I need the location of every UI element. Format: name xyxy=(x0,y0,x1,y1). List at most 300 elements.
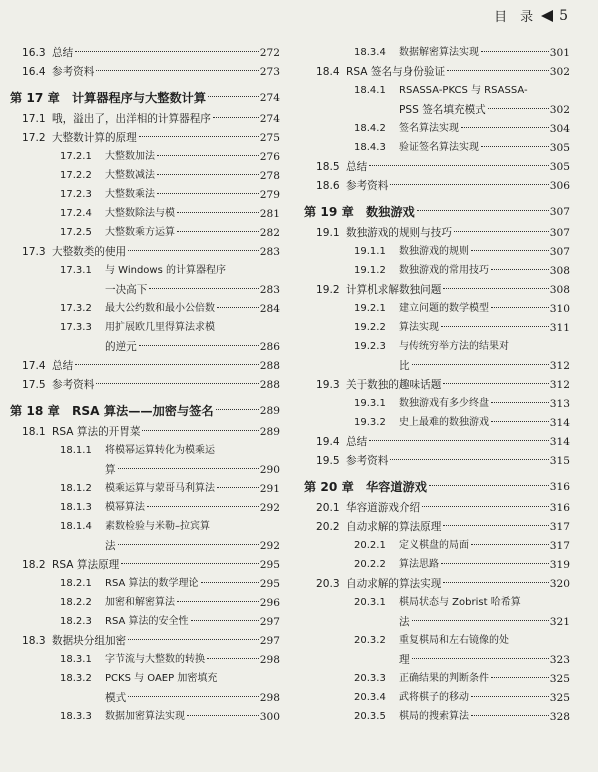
entry-number: 18.5 xyxy=(316,160,340,173)
entry-page-number: 288 xyxy=(259,378,280,391)
entry-page-number: 320 xyxy=(549,577,570,590)
dot-leader xyxy=(96,383,258,384)
entry-title: 建立问题的数学模型 xyxy=(399,302,489,314)
entry-title: 大整数减法 xyxy=(105,169,155,181)
entry-title: 法 xyxy=(399,615,410,628)
entry-number: 20.2.1 xyxy=(354,539,386,551)
dot-leader xyxy=(471,715,549,716)
toc-entry[interactable] xyxy=(304,299,570,318)
entry-page-number: 298 xyxy=(259,653,280,666)
entry-page-number: 328 xyxy=(549,710,570,723)
entry-title: 数据解密算法实现 xyxy=(399,46,479,58)
toc-entry[interactable] xyxy=(10,43,280,62)
entry-title: 模幂算法 xyxy=(105,501,145,513)
entry-page-number: 289 xyxy=(259,425,280,438)
entry-number: 18.1.1 xyxy=(60,444,92,456)
entry-number: 17.4 xyxy=(22,359,46,372)
dot-leader xyxy=(177,231,259,232)
entry-page-number: 307 xyxy=(549,245,570,258)
entry-title: 总结 xyxy=(346,435,368,448)
entry-title: RSA 算法原理 xyxy=(52,558,120,571)
entry-number: 19.3.1 xyxy=(354,397,386,409)
entry-title: 算法实现 xyxy=(399,321,439,333)
entry-number: 18.2 xyxy=(22,558,46,571)
entry-number: 17.3.2 xyxy=(60,302,92,314)
header-page-number: 5 xyxy=(559,7,568,24)
entry-number: 17.2.2 xyxy=(60,169,92,181)
toc-right-column xyxy=(304,43,570,726)
entry-page-number: 302 xyxy=(549,65,570,78)
toc-entry[interactable] xyxy=(304,138,570,157)
entry-title: 大整数乘法 xyxy=(105,188,155,200)
entry-title: 计算机求解数独问题 xyxy=(346,283,442,296)
dot-leader xyxy=(422,506,549,507)
dot-leader xyxy=(443,582,548,583)
entry-number: 19.1.1 xyxy=(354,245,386,257)
entry-page-number: 276 xyxy=(259,150,280,163)
entry-number: 18.1.3 xyxy=(60,501,92,513)
entry-title: 字节流与大整数的转换 xyxy=(105,653,205,665)
toc-entry[interactable] xyxy=(304,43,570,62)
entry-page-number: 319 xyxy=(549,558,570,571)
entry-number: 17.2.3 xyxy=(60,188,92,200)
entry-number: 18.4.1 xyxy=(354,84,386,96)
entry-page-number: 316 xyxy=(549,501,570,514)
dot-leader xyxy=(201,582,259,583)
entry-page-number: 297 xyxy=(259,615,280,628)
entry-title: 棋局的搜索算法 xyxy=(399,710,469,722)
entry-title: 将模幂运算转化为模乘运 xyxy=(105,444,215,456)
dot-leader xyxy=(187,715,259,716)
entry-page-number: 300 xyxy=(259,710,280,723)
entry-page-number: 308 xyxy=(549,283,570,296)
dot-leader xyxy=(471,544,549,545)
entry-page-number: 292 xyxy=(259,501,280,514)
toc-entry[interactable] xyxy=(10,375,280,394)
entry-title: 大整数乘方运算 xyxy=(105,226,175,238)
entry-page-number: 314 xyxy=(549,435,570,448)
toc-entry[interactable] xyxy=(304,517,570,536)
entry-title: 模乘运算与蒙哥马利算法 xyxy=(105,482,215,494)
entry-page-number: 290 xyxy=(259,463,280,476)
entry-title: 数独游戏 xyxy=(366,205,415,219)
entry-page-number: 307 xyxy=(549,226,570,239)
entry-page-number: 301 xyxy=(549,46,570,59)
toc-left-column xyxy=(10,43,280,726)
entry-page-number: 325 xyxy=(549,691,570,704)
entry-page-number: 312 xyxy=(549,378,570,391)
entry-page-number: 279 xyxy=(259,188,280,201)
dot-leader xyxy=(461,127,549,128)
entry-title: 史上最难的数独游戏 xyxy=(399,416,489,428)
entry-page-number: 314 xyxy=(549,416,570,429)
entry-page-number: 298 xyxy=(259,691,280,704)
entry-page-number: 281 xyxy=(259,207,280,220)
entry-page-number: 312 xyxy=(549,359,570,372)
dot-leader xyxy=(491,307,549,308)
entry-title: PSS 签名填充模式 xyxy=(399,103,486,116)
entry-number: 20.3.1 xyxy=(354,596,386,608)
dot-leader xyxy=(142,430,258,431)
toc-entry[interactable] xyxy=(304,669,570,688)
entry-page-number: 275 xyxy=(259,131,280,144)
toc-entry[interactable] xyxy=(10,242,280,261)
entry-page-number: 296 xyxy=(259,596,280,609)
entry-page-number: 310 xyxy=(549,302,570,315)
toc-entry[interactable] xyxy=(304,318,570,337)
entry-title: 签名算法实现 xyxy=(399,122,459,134)
entry-title: 棋局状态与 Zobrist 哈希算 xyxy=(399,596,521,608)
entry-page-number: 284 xyxy=(259,302,280,315)
dot-leader xyxy=(471,696,549,697)
entry-number: 20.3.2 xyxy=(354,634,386,646)
toc-entry[interactable] xyxy=(304,593,570,612)
entry-number: 20.2.2 xyxy=(354,558,386,570)
entry-number: 17.3.3 xyxy=(60,321,92,333)
toc-entry[interactable] xyxy=(10,669,280,688)
entry-title: 总结 xyxy=(52,359,74,372)
toc-chapter-entry[interactable] xyxy=(10,87,280,109)
dot-leader xyxy=(390,184,548,185)
entry-page-number: 286 xyxy=(259,340,280,353)
entry-page-number: 323 xyxy=(549,653,570,666)
toc-entry[interactable] xyxy=(10,318,280,337)
entry-title: 大整数计算的原理 xyxy=(52,131,137,144)
dot-leader xyxy=(217,487,259,488)
toc-entry[interactable] xyxy=(304,375,570,394)
entry-page-number: 289 xyxy=(259,405,280,417)
dot-leader xyxy=(481,146,549,147)
entry-number: 17.2.5 xyxy=(60,226,92,238)
entry-title: 的逆元 xyxy=(105,340,137,353)
entry-page-number: 313 xyxy=(549,397,570,410)
entry-number: 19.3 xyxy=(316,378,340,391)
entry-number: 18.4.3 xyxy=(354,141,386,153)
entry-title: 参考资料 xyxy=(52,378,95,391)
dot-leader xyxy=(443,288,548,289)
entry-number: 19.4 xyxy=(316,435,340,448)
dot-leader xyxy=(491,402,549,403)
entry-number: 18.3 xyxy=(22,634,46,647)
entry-title: 总结 xyxy=(52,46,74,59)
toc-entry[interactable] xyxy=(10,517,280,536)
entry-title: RSA 算法的安全性 xyxy=(105,615,189,627)
entry-page-number: 291 xyxy=(259,482,280,495)
entry-page-number: 288 xyxy=(259,359,280,372)
toc-entry[interactable] xyxy=(304,119,570,138)
entry-number: 17.2 xyxy=(22,131,46,144)
dot-leader xyxy=(121,563,258,564)
dot-leader xyxy=(417,210,549,211)
toc-entry[interactable] xyxy=(10,185,280,204)
dot-leader xyxy=(412,364,549,365)
toc-entry[interactable] xyxy=(10,128,280,147)
entry-title: 数独游戏的规则 xyxy=(399,245,469,257)
entry-number: 18.3.3 xyxy=(60,710,92,722)
entry-title: 参考资料 xyxy=(346,454,389,467)
entry-title: 数据加密算法实现 xyxy=(105,710,185,722)
dot-leader xyxy=(147,506,259,507)
entry-page-number: 316 xyxy=(549,481,570,493)
dot-leader xyxy=(139,136,259,137)
entry-title: 加密和解密算法 xyxy=(105,596,175,608)
entry-number: 18.3.1 xyxy=(60,653,92,665)
entry-title: 关于数独的趣味话题 xyxy=(346,378,442,391)
toc-entry[interactable] xyxy=(10,223,280,242)
toc-entry[interactable] xyxy=(304,176,570,195)
dot-leader xyxy=(157,193,259,194)
entry-title: 数独游戏的规则与技巧 xyxy=(346,226,452,239)
entry-title: 数据块分组加密 xyxy=(52,634,127,647)
dot-leader xyxy=(447,70,549,71)
toc-entry[interactable] xyxy=(304,62,570,81)
dot-leader xyxy=(191,620,259,621)
toc-entry[interactable] xyxy=(304,280,570,299)
entry-title: RSA 算法的数学理论 xyxy=(105,577,199,589)
toc-entry-continuation[interactable] xyxy=(10,337,280,356)
dot-leader xyxy=(208,96,259,97)
entry-number: 第 17 章 xyxy=(10,91,60,105)
entry-page-number: 282 xyxy=(259,226,280,239)
entry-page-number: 292 xyxy=(259,539,280,552)
toc-entry-continuation[interactable] xyxy=(10,688,280,707)
header-label: 目 录 xyxy=(494,10,534,25)
dot-leader xyxy=(75,51,259,52)
entry-title: 大整数加法 xyxy=(105,150,155,162)
dot-leader xyxy=(369,440,549,441)
toc-entry[interactable] xyxy=(10,441,280,460)
toc-entry[interactable] xyxy=(304,631,570,650)
toc-entry[interactable] xyxy=(304,707,570,726)
toc-entry[interactable] xyxy=(10,498,280,517)
entry-title: 理 xyxy=(399,653,410,666)
entry-title: 比 xyxy=(399,359,410,372)
entry-title: 华容道游戏 xyxy=(366,480,427,494)
toc-entry[interactable] xyxy=(304,536,570,555)
toc-entry[interactable] xyxy=(10,612,280,631)
entry-title: 素数检验与米勒–拉宾算 xyxy=(105,520,210,532)
toc-entry[interactable] xyxy=(304,394,570,413)
entry-page-number: 295 xyxy=(259,577,280,590)
entry-title: 用扩展欧几里得算法求模 xyxy=(105,321,215,333)
entry-number: 19.1 xyxy=(316,226,340,239)
dot-leader xyxy=(213,117,259,118)
dot-leader xyxy=(118,544,259,545)
dot-leader xyxy=(157,155,259,156)
toc-entry[interactable] xyxy=(304,688,570,707)
entry-number: 19.5 xyxy=(316,454,340,467)
entry-number: 18.6 xyxy=(316,179,340,192)
entry-title: 大整数除法与模 xyxy=(105,207,175,219)
entry-number: 17.5 xyxy=(22,378,46,391)
entry-title: 验证签名算法实现 xyxy=(399,141,479,153)
entry-page-number: 306 xyxy=(549,179,570,192)
toc-chapter-entry[interactable] xyxy=(10,400,280,422)
entry-number: 16.3 xyxy=(22,46,46,59)
toc-entry[interactable] xyxy=(304,498,570,517)
triangle-marker-icon xyxy=(541,10,553,22)
entry-title: 自动求解的算法实现 xyxy=(346,577,442,590)
dot-leader xyxy=(369,165,549,166)
entry-title: 模式 xyxy=(105,691,127,704)
toc-entry-continuation[interactable] xyxy=(304,612,570,631)
toc-entry[interactable] xyxy=(304,451,570,470)
toc-entry[interactable] xyxy=(10,479,280,498)
dot-leader xyxy=(491,421,549,422)
entry-title: 数独游戏有多少终盘 xyxy=(399,397,489,409)
toc-entry[interactable] xyxy=(10,574,280,593)
dot-leader xyxy=(491,269,549,270)
entry-page-number: 283 xyxy=(259,283,280,296)
entry-number: 19.2.1 xyxy=(354,302,386,314)
toc-entry[interactable] xyxy=(10,555,280,574)
entry-title: 武将棋子的移动 xyxy=(399,691,469,703)
entry-number: 18.3.2 xyxy=(60,672,92,684)
toc-entry[interactable] xyxy=(10,650,280,669)
entry-number: 20.1 xyxy=(316,501,340,514)
entry-number: 18.1 xyxy=(22,425,46,438)
toc-entry[interactable] xyxy=(304,81,570,100)
toc-entry[interactable] xyxy=(304,574,570,593)
dot-leader xyxy=(149,288,258,289)
entry-number: 20.3.3 xyxy=(354,672,386,684)
dot-leader xyxy=(488,108,549,109)
toc-entry-continuation[interactable] xyxy=(304,356,570,375)
entry-title: 算 xyxy=(105,463,116,476)
entry-title: 与 Windows 的计算器程序 xyxy=(105,264,226,276)
entry-title: RSASSA-PKCS 与 RSASSA- xyxy=(399,84,528,96)
entry-number: 18.2.3 xyxy=(60,615,92,627)
dot-leader xyxy=(471,250,549,251)
entry-title: PCKS 与 OAEP 加密填充 xyxy=(105,672,218,684)
entry-number: 20.2 xyxy=(316,520,340,533)
entry-page-number: 304 xyxy=(549,122,570,135)
toc-entry[interactable] xyxy=(304,555,570,574)
dot-leader xyxy=(390,459,548,460)
entry-page-number: 311 xyxy=(549,321,570,334)
entry-page-number: 274 xyxy=(259,92,280,104)
entry-number: 18.3.4 xyxy=(354,46,386,58)
dot-leader xyxy=(412,658,549,659)
entry-title: 参考资料 xyxy=(346,179,389,192)
entry-page-number: 305 xyxy=(549,141,570,154)
entry-title: 数独游戏的常用技巧 xyxy=(399,264,489,276)
toc-entry[interactable] xyxy=(304,223,570,242)
entry-number: 17.3 xyxy=(22,245,46,258)
entry-page-number: 302 xyxy=(549,103,570,116)
toc-entry[interactable] xyxy=(304,432,570,451)
toc-entry[interactable] xyxy=(304,242,570,261)
entry-page-number: 317 xyxy=(549,539,570,552)
dot-leader xyxy=(177,601,259,602)
toc-entry-continuation[interactable] xyxy=(10,280,280,299)
entry-title: 自动求解的算法原理 xyxy=(346,520,442,533)
toc-entry[interactable] xyxy=(10,356,280,375)
entry-page-number: 308 xyxy=(549,264,570,277)
entry-number: 20.3.4 xyxy=(354,691,386,703)
entry-page-number: 305 xyxy=(549,160,570,173)
dot-leader xyxy=(429,485,549,486)
toc-entry-continuation[interactable] xyxy=(304,650,570,669)
running-header xyxy=(494,6,568,25)
entry-number: 19.1.2 xyxy=(354,264,386,276)
entry-number: 18.2.1 xyxy=(60,577,92,589)
toc-entry-continuation[interactable] xyxy=(10,460,280,479)
entry-title: 与传统穷举方法的结果对 xyxy=(399,340,509,352)
entry-title: RSA 签名与身份验证 xyxy=(346,65,446,78)
entry-title: 算法思路 xyxy=(399,558,439,570)
toc-entry[interactable] xyxy=(10,422,280,441)
entry-number: 18.1.4 xyxy=(60,520,92,532)
toc-chapter-entry[interactable] xyxy=(304,476,570,498)
entry-number: 16.4 xyxy=(22,65,46,78)
entry-title: RSA 算法的开胃菜 xyxy=(52,425,141,438)
toc-entry[interactable] xyxy=(304,157,570,176)
entry-page-number: 295 xyxy=(259,558,280,571)
dot-leader xyxy=(443,525,548,526)
toc-entry[interactable] xyxy=(10,147,280,166)
dot-leader xyxy=(177,212,259,213)
entry-page-number: 297 xyxy=(259,634,280,647)
toc-entry-continuation[interactable] xyxy=(304,100,570,119)
dot-leader xyxy=(443,383,548,384)
dot-leader xyxy=(491,677,549,678)
entry-page-number: 321 xyxy=(549,615,570,628)
entry-number: 17.3.1 xyxy=(60,264,92,276)
dot-leader xyxy=(128,639,259,640)
entry-title: 法 xyxy=(105,539,116,552)
toc-entry[interactable] xyxy=(10,707,280,726)
toc-entry[interactable] xyxy=(10,166,280,185)
entry-page-number: 325 xyxy=(549,672,570,685)
entry-number: 18.4.2 xyxy=(354,122,386,134)
toc-entry[interactable] xyxy=(10,109,280,128)
entry-number: 19.2.3 xyxy=(354,340,386,352)
toc-entry[interactable] xyxy=(304,261,570,280)
entry-number: 19.2 xyxy=(316,283,340,296)
entry-title: 一决高下 xyxy=(105,283,148,296)
toc-chapter-entry[interactable] xyxy=(304,201,570,223)
entry-number: 20.3.5 xyxy=(354,710,386,722)
toc-entry[interactable] xyxy=(304,413,570,432)
toc-entry[interactable] xyxy=(10,204,280,223)
entry-page-number: 317 xyxy=(549,520,570,533)
dot-leader xyxy=(481,51,549,52)
entry-number: 18.4 xyxy=(316,65,340,78)
toc-entry[interactable] xyxy=(10,62,280,81)
dot-leader xyxy=(441,563,549,564)
dot-leader xyxy=(207,658,259,659)
entry-title: 大整数类的使用 xyxy=(52,245,127,258)
toc-entry[interactable] xyxy=(10,631,280,650)
entry-title: 华容道游戏介绍 xyxy=(346,501,421,514)
entry-page-number: 274 xyxy=(259,112,280,125)
toc-entry-continuation[interactable] xyxy=(10,536,280,555)
toc-entry[interactable] xyxy=(10,261,280,280)
entry-title: 最大公约数和最小公倍数 xyxy=(105,302,215,314)
entry-number: 17.2.1 xyxy=(60,150,92,162)
entry-number: 17.1 xyxy=(22,112,46,125)
entry-number: 17.2.4 xyxy=(60,207,92,219)
toc-entry[interactable] xyxy=(304,337,570,356)
toc-entry[interactable] xyxy=(10,299,280,318)
entry-number: 19.3.2 xyxy=(354,416,386,428)
dot-leader xyxy=(128,250,259,251)
entry-page-number: 283 xyxy=(259,245,280,258)
dot-leader xyxy=(217,307,259,308)
entry-page-number: 278 xyxy=(259,169,280,182)
toc-entry[interactable] xyxy=(10,593,280,612)
